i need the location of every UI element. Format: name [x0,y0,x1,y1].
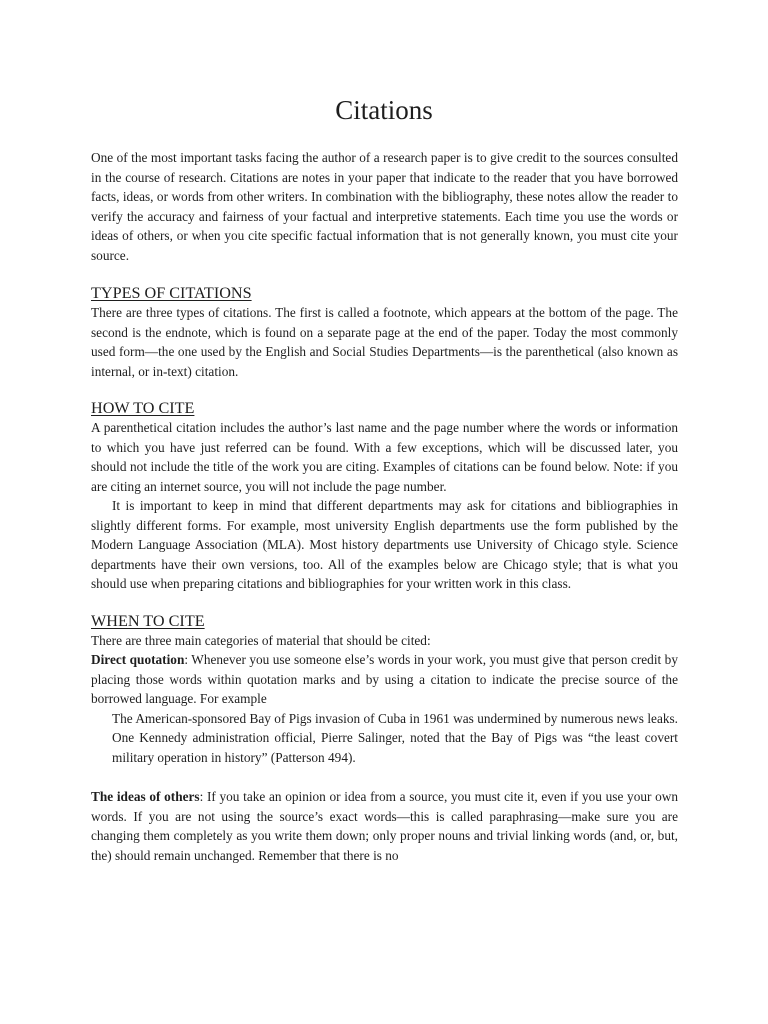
how-paragraph-2: It is important to keep in mind that different departments may ask for citations and bibliographies in slightly different forms. For example, most university English departments use the form published by the Modern Language Association (MLA). Most history departments use University of Chicago style. Science departments have their own versions, too. All of the examples below are Chicago style; that is what you should use when preparing citations and bibliographies for your written work in this class. [91,498,678,591]
when-intro: There are three main categories of material that should be cited: [91,632,431,648]
ideas-paragraph [91,787,678,865]
ideas-text: : If you take an opinion or idea from a source, you must cite it, even if you use your own words. If you are not using the source’s exact words—this is called paraphrasing—make sure you are changing them completely as you write them down; only proper nouns and trivial linking words (and, or, but, the) should remain unchanged. Remember that there is no [91,789,679,863]
page-title: Citations [335,95,433,125]
direct-quotation-text: : Whenever you use someone else’s words in your work, you must give that person credit by placing those words within quotation marks and by using a citation to indicate the precise source of the borrowed language. For example [91,652,678,706]
how-heading: HOW TO CITE [91,399,195,417]
spacer [91,594,678,611]
when-heading: WHEN TO CITE [91,611,205,630]
intro-paragraph: One of the most important tasks facing the author of a research paper is to give credit to the sources consulted in the course of research. Citations are notes in your paper that indicate to the reader that you have borrowed facts, ideas, or words from other writers. In combination with the bibliography, these notes allow the reader to verify the accuracy and fairness of your factual and interpretive statements. Each time you use the words or ideas of others, or when you cite specific factual information that is not generally known, you must cite your source. [91,150,678,263]
spacer [91,265,678,283]
direct-quotation-paragraph [91,650,678,709]
types-paragraph: There are three types of citations. The first is called a footnote, which appears at the bottom of the page. The second is the endnote, which is found on a separate page at the end of the paper. Today the most commonly used form—the one used by the English and Social Studies Departments—is the parenthetical (also known as internal, or in-text) citation. [91,305,678,379]
types-heading: TYPES OF CITATIONS [91,284,252,302]
ideas-label: The ideas of others [91,789,200,804]
spacer [91,767,678,787]
example-quotation: The American-sponsored Bay of Pigs invasion of Cuba in 1961 was undermined by numerous news leaks. One Kennedy administration official, Pierre Salinger, noted that the Bay of Pigs was “the least covert military operation in history” (Patterson 494). [112,710,678,765]
how-paragraph-1: A parenthetical citation includes the author’s last name and the page number where the words or information to which you have just referred can be found. With a few exceptions, which will be discussed later, you should not include the title of the work you are citing. Examples of citations can be found below. Note: if you are citing an internet source, you will not include the page number. [91,420,678,494]
document-body [91,148,678,865]
direct-quotation-label: Direct quotation [91,652,185,667]
spacer [91,381,678,398]
